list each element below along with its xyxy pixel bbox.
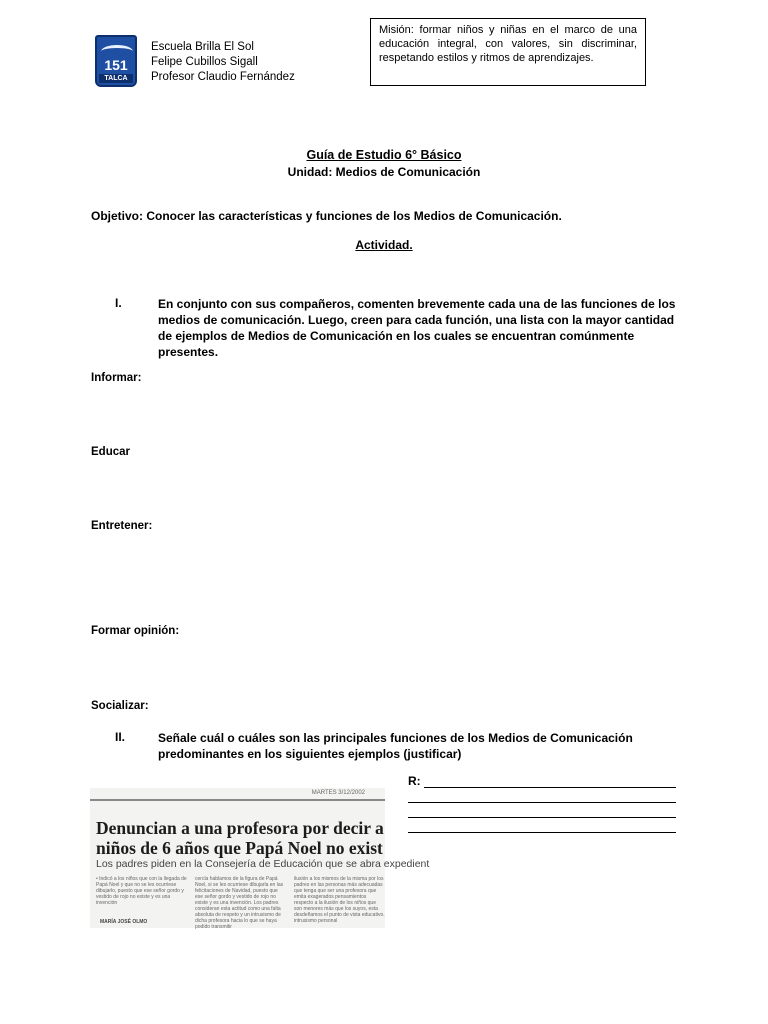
label-entretener: Entretener: xyxy=(91,520,153,532)
label-formar-opinion: Formar opinión: xyxy=(91,625,180,637)
school-logo xyxy=(95,35,137,87)
section-1-instructions: En conjunto con sus compañeros, comenten brevemente cada una de las funciones de los medios de comunicación. Luego, creen para cada función, una lista con la mayor cantidad de ejemplos de Medios de Comunicación en los cuales se encuentran comúnmente presentes. xyxy=(158,297,676,359)
newspaper-clipping xyxy=(90,788,430,930)
section-2-numeral: II. xyxy=(115,730,126,744)
logo-city: TALCA xyxy=(99,74,133,83)
section-2-instructions: Señale cuál o cuáles son las principales funciones de los Medios de Comunicación predominantes en los siguientes ejemplos (justificar) xyxy=(158,731,633,761)
clipping-column: • Indicó a los niños que con la llegada de Papá Noel y que no se les ocurriese dibujarlo, puesto que ese señor gordo y vestido de rojo no existe y es una invención xyxy=(96,876,187,906)
label-socializar: Socializar: xyxy=(91,700,149,712)
clipping-column: cercla hablamos de la figura de Papá Noel, si se les ocurriese dibujarla en las felicitaciones de Navidad, puesto que ese señor gordo y vestido de rojo no existe y es una invención. Los padres consideran esta actitud como una falta absoluta de respeto y un intrusismo de dicha profesora hacia lo que se haya podido transmitir xyxy=(195,876,284,930)
clipping-headline-1: Denuncian a una profesora por decir a xyxy=(96,818,384,838)
clipping-headline-2: niños de 6 años que Papá Noel no exist xyxy=(96,838,383,858)
response-line-1[interactable] xyxy=(424,787,676,788)
activity-heading: Actividad. xyxy=(355,238,413,252)
mission-box: Misión: formar niños y niñas en el marco de una educación integral, con valores, sin discriminar, respetando estilos y ritmos de aprendizajes. xyxy=(370,18,646,86)
response-label: R: xyxy=(408,774,421,788)
response-line-4[interactable] xyxy=(408,832,676,833)
logo-number: 151 xyxy=(104,57,128,73)
clipping-rule xyxy=(90,799,385,801)
label-educar: Educar xyxy=(91,446,130,458)
response-line-3[interactable] xyxy=(408,817,676,818)
school-name: Escuela Brilla El Sol xyxy=(151,41,254,53)
clipping-byline: MARÍA JOSÉ OLMO xyxy=(100,919,148,925)
section-1-numeral: I. xyxy=(115,296,122,310)
response-line-2[interactable] xyxy=(408,802,676,803)
clipping-edition: MARTES 3/12/2002 xyxy=(311,790,365,796)
page-title: Guía de Estudio 6° Básico xyxy=(306,148,462,162)
clipping-column: ilusión a los mismos de la misma por los padres en las personas más adecuadas que tenga que ser una profesora que emita exagerados pensamientos respecto a la ilusión de los niños que son menores más que los suyos, esta desdeñamos el punto de vista educativo. intrusismo personal xyxy=(294,876,385,924)
clipping-subhead: Los padres piden en la Consejería de Educación que se abra expedient xyxy=(96,858,430,870)
teacher-name: Profesor Claudio Fernández xyxy=(151,71,295,83)
director-name: Felipe Cubillos Sigall xyxy=(151,56,258,68)
label-informar: Informar: xyxy=(91,372,142,384)
unit-subtitle: Unidad: Medios de Comunicación xyxy=(287,165,481,179)
objective-text: Objetivo: Conocer las características y funciones de los Medios de Comunicación. xyxy=(91,209,562,223)
